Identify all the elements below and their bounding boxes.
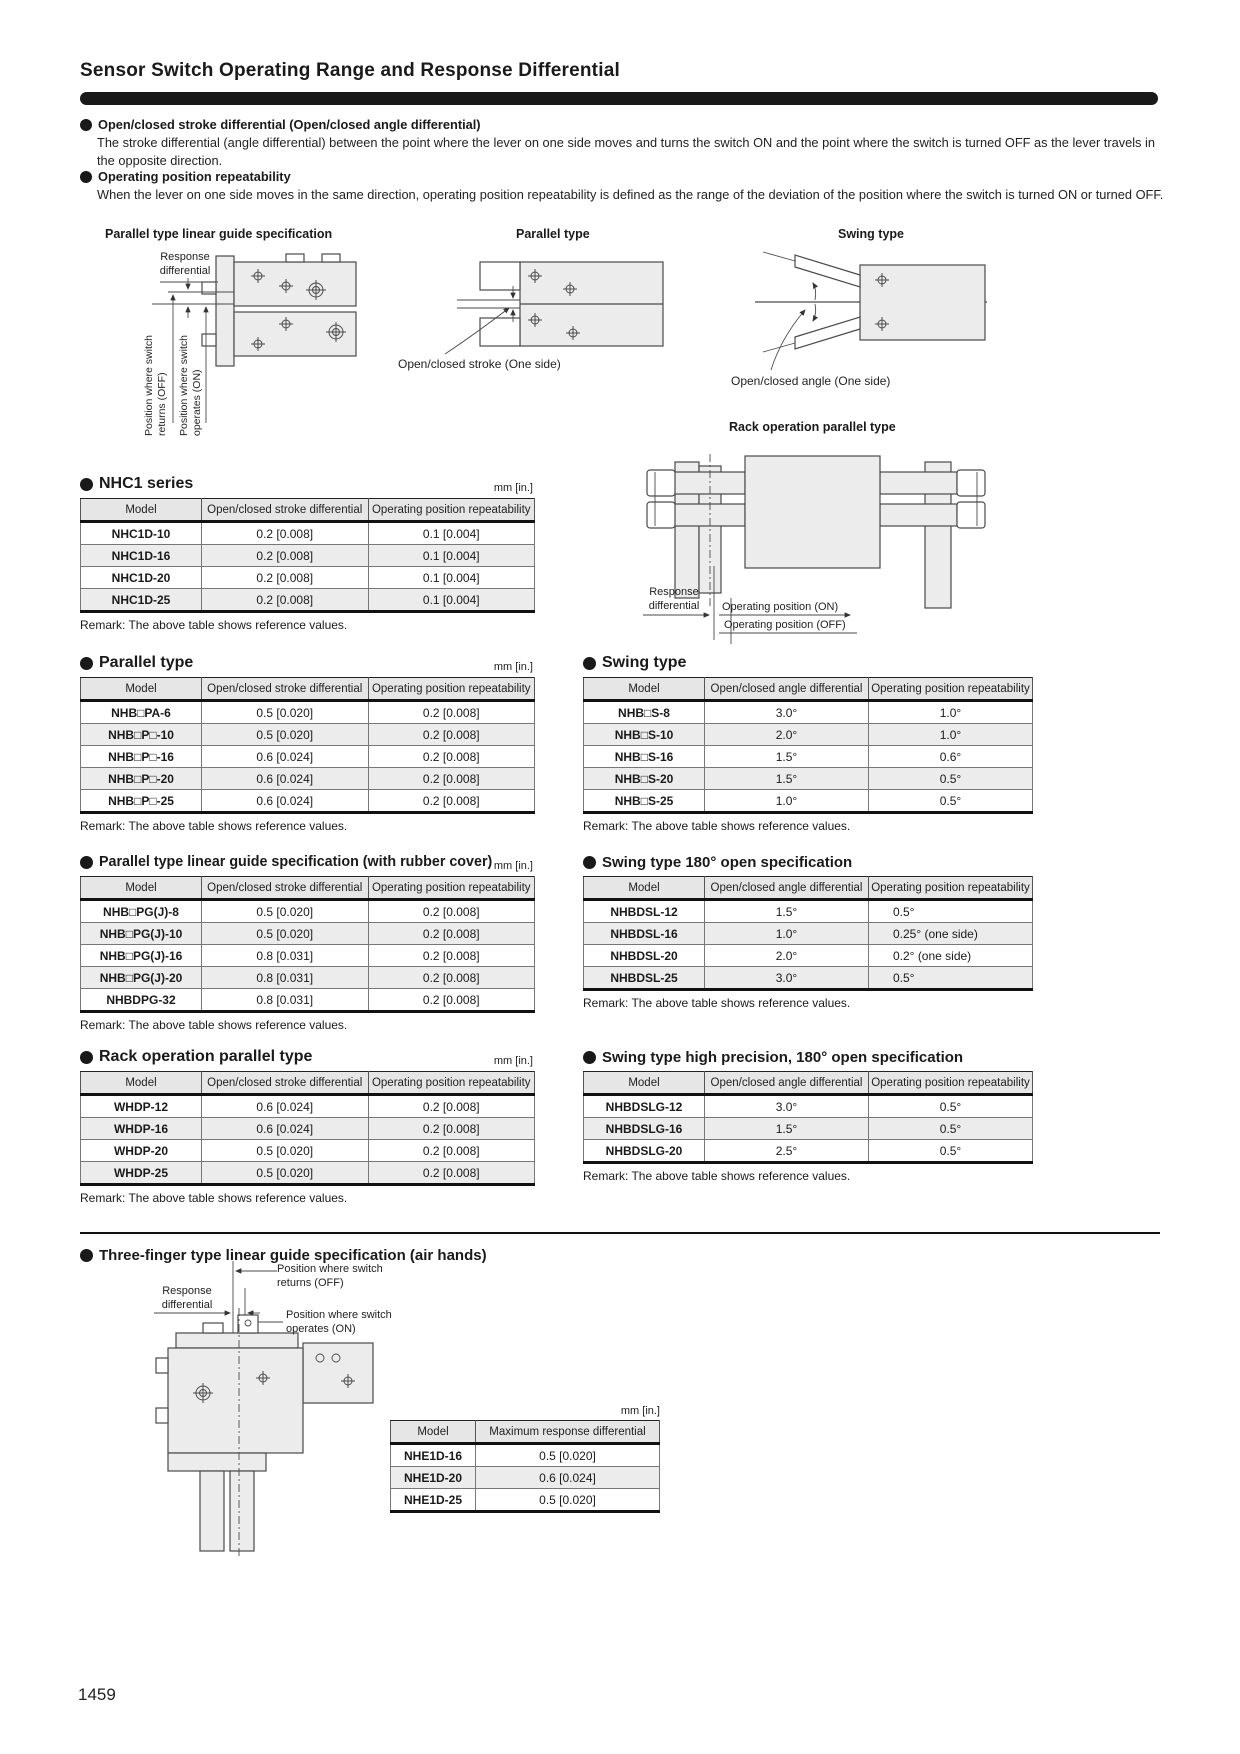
value-cell: 0.2 [0.008] [368,1140,535,1162]
table-row [81,1140,535,1162]
swing-table [583,677,1033,814]
value-cell: 0.6 [0.024] [202,1118,369,1140]
table-row [81,989,535,1012]
value-cell: 0.2 [0.008] [368,790,535,813]
model-cell: NHB□S-10 [584,724,705,746]
value-cell: 0.2 [0.008] [368,945,535,967]
section-bullet-icon [80,1249,93,1262]
intro-bullet-2 [80,169,291,184]
column-header: Model [391,1421,476,1444]
caption-parallel-type: Parallel type [516,227,590,241]
value-cell: 0.2 [0.008] [368,923,535,945]
value-cell: 0.1 [0.004] [368,589,535,612]
value-cell: 0.6 [0.024] [202,790,369,813]
value-cell: 0.6 [0.024] [476,1467,660,1489]
parallel-linear-guide-diagram [140,248,370,463]
table-row [584,790,1033,813]
value-cell: 1.5° [705,746,869,768]
table-row [391,1444,660,1467]
model-cell: NHB□P□-25 [81,790,202,813]
model-cell: NHB□S-25 [584,790,705,813]
column-header: Operating position repeatability [869,678,1033,701]
parallel-type-diagram [435,256,685,356]
table-row [584,724,1033,746]
value-cell: 0.2 [0.008] [368,1162,535,1185]
value-cell: 0.5° [869,790,1033,813]
table-row [81,522,535,545]
value-cell: 1.5° [705,768,869,790]
value-cell: 0.25° (one side) [869,923,1033,945]
rubber-cover-table [80,876,535,1013]
table-remark: Remark: The above table shows reference values. [583,819,851,833]
label-response-differential: Response differential [161,1285,213,1311]
caption-rack-operation: Rack operation parallel type [729,420,896,434]
model-cell: WHDP-20 [81,1140,202,1162]
section-title: Parallel type linear guide specification (with rubber cover) [99,854,493,870]
model-cell: NHC1D-25 [81,589,202,612]
model-cell: NHBDSLG-12 [584,1095,705,1118]
value-cell: 0.1 [0.004] [368,545,535,567]
column-header: Model [584,1072,705,1095]
model-cell: WHDP-16 [81,1118,202,1140]
model-cell: NHB□PG(J)-8 [81,900,202,923]
table-row [81,768,535,790]
swing-high-precision-table [583,1071,1033,1164]
bullet-icon [80,171,92,183]
model-cell: NHE1D-16 [391,1444,476,1467]
model-cell: NHB□PG(J)-16 [81,945,202,967]
column-header: Model [584,678,705,701]
value-cell: 0.6 [0.024] [202,768,369,790]
value-cell: 2.0° [705,724,869,746]
value-cell: 3.0° [705,1095,869,1118]
model-cell: NHB□S-20 [584,768,705,790]
label-position-switch-operates-on: Position where switch operates (ON) [286,1309,392,1335]
page-number: 1459 [78,1685,116,1704]
value-cell: 0.2 [0.008] [202,545,369,567]
value-cell: 1.0° [705,923,869,945]
table-row [584,1140,1033,1163]
column-header: Operating position repeatability [368,877,535,900]
units-label: mm [in.] [493,661,533,673]
label-operating-position-on: Operating position (ON) [722,601,839,613]
section-swing-high-precision [583,1045,1033,1183]
value-cell: 0.8 [0.031] [202,989,369,1012]
table-row [584,1095,1033,1118]
label-position-switch-returns-off: Position where switch returns (OFF) [143,335,169,436]
section-divider [80,1232,1160,1234]
caption-swing-type: Swing type [838,227,904,241]
value-cell: 0.2 [0.008] [368,768,535,790]
label-open-closed-angle: Open/closed angle (One side) [731,374,891,388]
value-cell: 1.0° [705,790,869,813]
table-row [584,701,1033,724]
column-header: Operating position repeatability [869,877,1033,900]
value-cell: 0.5 [0.020] [202,900,369,923]
model-cell: NHB□P□-10 [81,724,202,746]
table-row [81,945,535,967]
value-cell: 0.2 [0.008] [368,989,535,1012]
value-cell: 0.5 [0.020] [202,1140,369,1162]
model-cell: NHE1D-20 [391,1467,476,1489]
section-title: Rack operation parallel type [99,1048,313,1065]
value-cell: 0.2 [0.008] [368,967,535,989]
column-header: Open/closed stroke differential [202,499,369,522]
value-cell: 0.6 [0.024] [202,1095,369,1118]
section-bullet-icon [583,856,596,869]
section-rack-operation [80,1045,535,1205]
section-title: Swing type high precision, 180° open specification [602,1048,964,1066]
table-row [584,1118,1033,1140]
model-cell: WHDP-25 [81,1162,202,1185]
caption-parallel-linear-guide: Parallel type linear guide specification [105,227,333,241]
table-row [81,923,535,945]
section-parallel-type [80,651,535,833]
table-row [81,567,535,589]
table-row [81,1118,535,1140]
model-cell: NHB□P□-20 [81,768,202,790]
model-cell: NHE1D-25 [391,1489,476,1512]
section-swing-type [583,651,1033,833]
value-cell: 0.5° [869,967,1033,990]
model-cell: NHBDSLG-16 [584,1118,705,1140]
value-cell: 0.5° [869,1140,1033,1163]
value-cell: 1.0° [869,701,1033,724]
model-cell: NHC1D-20 [81,567,202,589]
label-position-switch-operates-on: Position where switch operates (ON) [178,335,204,436]
column-header: Model [81,1072,202,1095]
table-remark: Remark: The above table shows reference values. [583,1169,851,1183]
table-row [81,900,535,923]
rack-operation-table [80,1071,535,1186]
intro-bullet-1-text: The stroke differential (angle differential) between the point where the lever on one side moves and turns the switch ON and the point where the switch is turned OFF as the lever travels in the opposite direction. [97,135,1155,168]
value-cell: 0.2 [0.008] [368,900,535,923]
three-finger-table-block [390,1405,660,1513]
table-row [584,945,1033,967]
value-cell: 1.5° [705,900,869,923]
bullet-icon [80,119,92,131]
model-cell: NHC1D-10 [81,522,202,545]
value-cell: 2.5° [705,1140,869,1163]
value-cell: 0.2 [0.008] [202,522,369,545]
model-cell: NHBDPG-32 [81,989,202,1012]
value-cell: 0.5 [0.020] [476,1489,660,1512]
table-row [81,790,535,813]
table-row [391,1489,660,1512]
intro-bullet-1-title: Open/closed stroke differential (Open/closed angle differential) [98,117,481,132]
section-bullet-icon [80,657,93,670]
value-cell: 0.1 [0.004] [368,522,535,545]
section-bullet-icon [583,657,596,670]
value-cell: 0.5° [869,900,1033,923]
value-cell: 3.0° [705,701,869,724]
model-cell: NHBDSL-16 [584,923,705,945]
section-parallel-linear-guide-rubber [80,850,535,1032]
units-label: mm [in.] [493,482,533,494]
three-finger-table [390,1420,660,1513]
value-cell: 2.0° [705,945,869,967]
section-bullet-icon [80,478,93,491]
intro-bullet-2-text: When the lever on one side moves in the same direction, operating position repeatability is defined as the range of the deviation of the position where the switch is turned ON or turned OFF. [97,187,1164,202]
column-header: Maximum response differential [476,1421,660,1444]
section-title: Swing type [602,654,687,671]
value-cell: 0.2 [0.008] [368,1118,535,1140]
value-cell: 0.5 [0.020] [202,701,369,724]
table-remark: Remark: The above table shows reference values. [583,996,851,1010]
label-operating-position-off: Operating position (OFF) [724,619,846,631]
parallel-table [80,677,535,814]
value-cell: 0.2 [0.008] [368,724,535,746]
column-header: Model [81,499,202,522]
section-bullet-icon [583,1051,596,1064]
model-cell: NHB□PG(J)-10 [81,923,202,945]
model-cell: NHB□P□-16 [81,746,202,768]
value-cell: 0.5° [869,1118,1033,1140]
table-row [81,746,535,768]
intro-bullet-1 [80,117,481,132]
value-cell: 3.0° [705,967,869,990]
section-bullet-icon [80,856,93,869]
nhc1-table [80,498,535,613]
column-header: Model [584,877,705,900]
column-header: Operating position repeatability [368,499,535,522]
column-header: Open/closed angle differential [705,678,869,701]
units-label: mm [in.] [493,1055,533,1067]
model-cell: NHB□PG(J)-20 [81,967,202,989]
value-cell: 0.6 [0.024] [202,746,369,768]
model-cell: NHBDSL-12 [584,900,705,923]
label-response-differential: Response differential [159,251,211,277]
column-header: Open/closed stroke differential [202,1072,369,1095]
value-cell: 0.6° [869,746,1033,768]
column-header: Model [81,877,202,900]
table-row [584,900,1033,923]
value-cell: 0.2 [0.008] [368,701,535,724]
table-remark: Remark: The above table shows reference values. [80,819,348,833]
section-swing-180 [583,850,1033,1010]
table-row [81,589,535,612]
value-cell: 0.5 [0.020] [202,724,369,746]
table-row [81,1095,535,1118]
section-nhc1-series [80,472,535,632]
model-cell: NHBDSL-20 [584,945,705,967]
model-cell: NHB□S-16 [584,746,705,768]
table-row [584,967,1033,990]
table-row [584,923,1033,945]
label-open-closed-stroke: Open/closed stroke (One side) [398,357,561,371]
column-header: Open/closed stroke differential [202,877,369,900]
value-cell: 0.2 [0.008] [368,1095,535,1118]
value-cell: 1.0° [869,724,1033,746]
intro-bullet-2-title: Operating position repeatability [98,169,291,184]
model-cell: WHDP-12 [81,1095,202,1118]
column-header: Open/closed angle differential [705,877,869,900]
table-row [81,701,535,724]
value-cell: 0.8 [0.031] [202,967,369,989]
value-cell: 0.5 [0.020] [202,1162,369,1185]
table-row [81,545,535,567]
section-title: Parallel type [99,654,194,671]
value-cell: 1.5° [705,1118,869,1140]
label-position-switch-returns-off: Position where switch returns (OFF) [277,1263,383,1289]
table-remark: Remark: The above table shows reference values. [80,1191,348,1205]
table-row [81,967,535,989]
model-cell: NHBDSL-25 [584,967,705,990]
column-header: Operating position repeatability [368,678,535,701]
section-title: NHC1 series [99,475,194,492]
title-underline-bar [80,92,1158,105]
value-cell: 0.5 [0.020] [202,923,369,945]
value-cell: 0.8 [0.031] [202,945,369,967]
value-cell: 0.2 [0.008] [368,746,535,768]
column-header: Open/closed stroke differential [202,678,369,701]
table-row [584,768,1033,790]
value-cell: 0.2 [0.008] [202,589,369,612]
model-cell: NHBDSLG-20 [584,1140,705,1163]
table-row [391,1467,660,1489]
value-cell: 0.2° (one side) [869,945,1033,967]
rack-operation-diagram [635,448,995,648]
value-cell: 0.5 [0.020] [476,1444,660,1467]
column-header: Model [81,678,202,701]
units-label: mm [in.] [620,1405,660,1417]
model-cell: NHB□PA-6 [81,701,202,724]
model-cell: NHC1D-16 [81,545,202,567]
label-response-differential: Response differential [648,586,700,612]
table-row [81,724,535,746]
table-row [81,1162,535,1185]
value-cell: 0.1 [0.004] [368,567,535,589]
value-cell: 0.5° [869,1095,1033,1118]
value-cell: 0.5° [869,768,1033,790]
section-title: Swing type 180° open specification [602,853,853,871]
section-bullet-icon [80,1051,93,1064]
swing-type-diagram [755,250,990,385]
column-header: Operating position repeatability [368,1072,535,1095]
model-cell: NHB□S-8 [584,701,705,724]
table-remark: Remark: The above table shows reference values. [80,618,348,632]
table-remark: Remark: The above table shows reference values. [80,1018,348,1032]
table-row [584,746,1033,768]
units-label: mm [in.] [493,860,533,872]
section-title: Three-finger type linear guide specification (air hands) [99,1246,487,1264]
value-cell: 0.2 [0.008] [202,567,369,589]
column-header: Open/closed angle differential [705,1072,869,1095]
swing-180-table [583,876,1033,991]
page-title: Sensor Switch Operating Range and Response Differential [80,60,620,81]
column-header: Operating position repeatability [869,1072,1033,1095]
